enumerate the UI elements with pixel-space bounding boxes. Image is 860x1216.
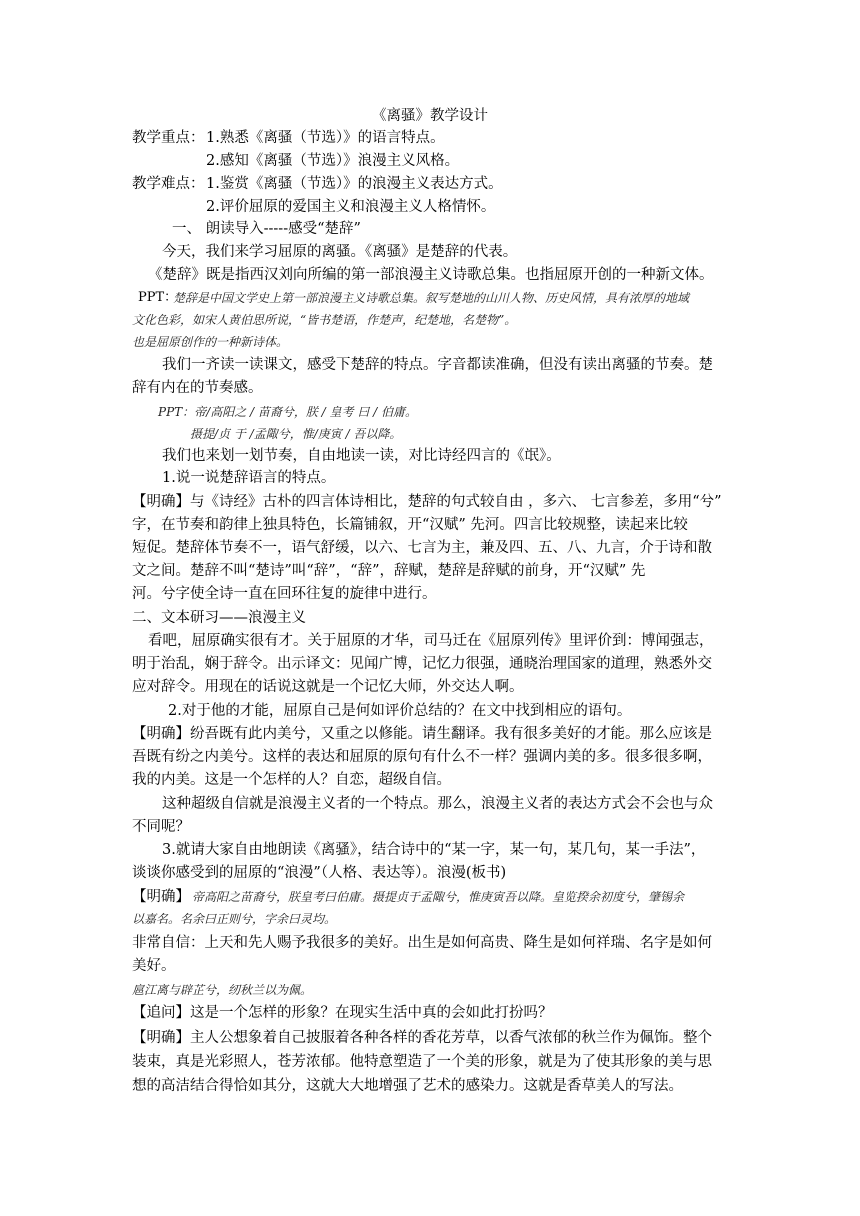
paragraph-chuci: 《楚辞》既是指西汉刘向所编的第一部浪漫主义诗歌总集。也指屈原开创的一种新文体。 bbox=[148, 267, 714, 283]
answer-2: 【明确】纷吾既有此内美兮，又重之以修能。请生翻译。我有很多美好的才能。那么应该是 bbox=[132, 726, 712, 742]
paragraph-very-confident: 非常自信：上天和先人赐予我很多的美好。出生是如何高贵、降生是如何祥瑞、名字是如何 bbox=[132, 935, 712, 951]
question-2: 2.对于他的才能，屈原自己是何如评价总结的？在文中找到相应的语句。 bbox=[168, 703, 632, 719]
answer-3-quote: 以嘉名。名余曰正则兮，字余曰灵均。 bbox=[132, 912, 337, 926]
ppt-text: 文化色彩，如宋人黄伯思所说，“皆书楚语，作楚声，纪楚地，名楚物”。 bbox=[132, 313, 517, 327]
question-3: 3.就请大家自由地朗读《离骚》，结合诗中的“某一字，某一句，某几句，某一手法”， bbox=[162, 842, 706, 858]
answer-2: 我的内美。这是一个怎样的人？自恋，超级自信。 bbox=[132, 772, 451, 788]
paragraph-intro: 今天，我们来学习屈原的离骚。《离骚》是楚辞的代表。 bbox=[162, 244, 518, 260]
answer-2: 吾既有纷之内美兮。这样的表达和屈原的原句有什么不一样？强调内美的多。很多很多啊， bbox=[132, 749, 712, 765]
question-3: 谈谈你感受到的屈原的“浪漫”（人格、表达等）。浪漫(板书) bbox=[132, 865, 507, 881]
section-heading-1: 一、 朗读导入-----感受“楚辞” bbox=[172, 221, 361, 237]
paragraph-talent: 应对辞令。用现在的话说这就是一个记忆大师，外交达人啊。 bbox=[132, 679, 524, 695]
paragraph-very-confident: 美好。 bbox=[132, 958, 176, 974]
ppt-text: 也是屈原创作的一种新诗体。 bbox=[132, 335, 289, 349]
question-1: 1.说一说楚辞语言的特点。 bbox=[162, 470, 336, 486]
follow-up-question: 【追问】这是一个怎样的形象？在现实生活中真的会如此打扮吗？ bbox=[132, 1005, 553, 1021]
answer-1: 文之间。楚辞不叫“楚诗”叫“辞”，“辞”，辞赋，楚辞是辞赋的前身，开“汉赋” 先 bbox=[132, 563, 646, 579]
ppt-label: PPT： bbox=[138, 290, 178, 305]
paragraph-confident: 这种超级自信就是浪漫主义者的一个特点。那么，浪漫主义者的表达方式会不会也与众 bbox=[162, 796, 713, 812]
difficulty-1: 1.鉴赏《离骚（节选）》的浪漫主义表达方式。 bbox=[206, 176, 503, 192]
answer-1: 【明确】与《诗经》古朴的四言体诗相比，楚辞的句式较自由 ，多六、 七言参差，多用“兮” bbox=[132, 494, 722, 510]
paragraph-compare: 我们也来划一划节奏，自由地读一读，对比诗经四言的《氓》。 bbox=[162, 448, 561, 464]
answer-4: 装束，真是光彩照人，苍芳浓郁。他特意塑造了一个美的形象，就是为了使其形象的美与思 bbox=[132, 1054, 712, 1070]
section-heading-2: 二、文本研习——浪漫主义 bbox=[132, 610, 306, 626]
paragraph-confident: 不同呢？ bbox=[132, 819, 190, 835]
answer-3-quote: 帝高阳之苗裔兮，朕皇考曰伯庸。摄提贞于孟陬兮，惟庚寅吾以降。皇览揆余初度兮，肇锡余 bbox=[192, 890, 685, 904]
key-point-2: 2.感知《离骚（节选）》浪漫主义风格。 bbox=[206, 153, 460, 169]
key-points-label: 教学重点： bbox=[132, 130, 205, 146]
answer-4: 想的高洁结合得恰如其分，这就大大地增强了艺术的感染力。这就是香草美人的写法。 bbox=[132, 1078, 683, 1094]
paragraph-read: 辞有内在的节奏感。 bbox=[132, 380, 263, 396]
difficulty-2: 2.评价屈原的爱国主义和浪漫主义人格情怀。 bbox=[206, 199, 496, 215]
ppt-rhythm: 摄提/贞 于 /孟陬兮，惟/庚寅 / 吾以降。 bbox=[190, 427, 402, 441]
paragraph-talent: 明于治乱，娴于辞令。出示译文：见闻广博，记忆力很强，通晓治理国家的道理，熟悉外交 bbox=[132, 656, 712, 672]
paragraph-read: 我们一齐读一读课文，感受下楚辞的特点。字音都读准确，但没有读出离骚的节奏。楚 bbox=[162, 357, 713, 373]
answer-3-label: 【明确】 bbox=[132, 889, 190, 905]
page-title: 《离骚》教学设计 bbox=[372, 108, 488, 124]
difficulty-label: 教学难点： bbox=[132, 176, 205, 192]
paragraph-talent: 看吧，屈原确实很有才。关于屈原的才华，司马迁在《屈原列传》里评价到：博闻强志， bbox=[148, 633, 714, 649]
quote-2: 扈江离与辟芷兮，纫秋兰以为佩。 bbox=[132, 983, 313, 997]
ppt-rhythm: PPT：帝/高阳之 / 苗裔兮，朕 / 皇考 曰 / 伯庸。 bbox=[158, 405, 418, 419]
answer-1: 河。兮字使全诗一直在回环往复的旋律中进行。 bbox=[132, 586, 437, 602]
key-point-1: 1.熟悉《离骚（节选）》的语言特点。 bbox=[206, 130, 445, 146]
answer-1: 短促。楚辞体节奏不一，语气舒缓，以六、七言为主，兼及四、五、八、九言，介于诗和散 bbox=[132, 540, 712, 556]
ppt-text: 楚辞是中国文学史上第一部浪漫主义诗歌总集。叙写楚地的山川人物、历史风情，具有浓厚的地域 bbox=[173, 291, 690, 305]
answer-4: 【明确】主人公想象着自己披服着各种各样的香花芳草，以香气浓郁的秋兰作为佩饰。整个 bbox=[132, 1030, 712, 1046]
answer-1: 字，在节奏和韵律上独具特色，长篇铺叙，开“汉赋” 先河。四言比较规整，读起来比较 bbox=[132, 517, 688, 533]
